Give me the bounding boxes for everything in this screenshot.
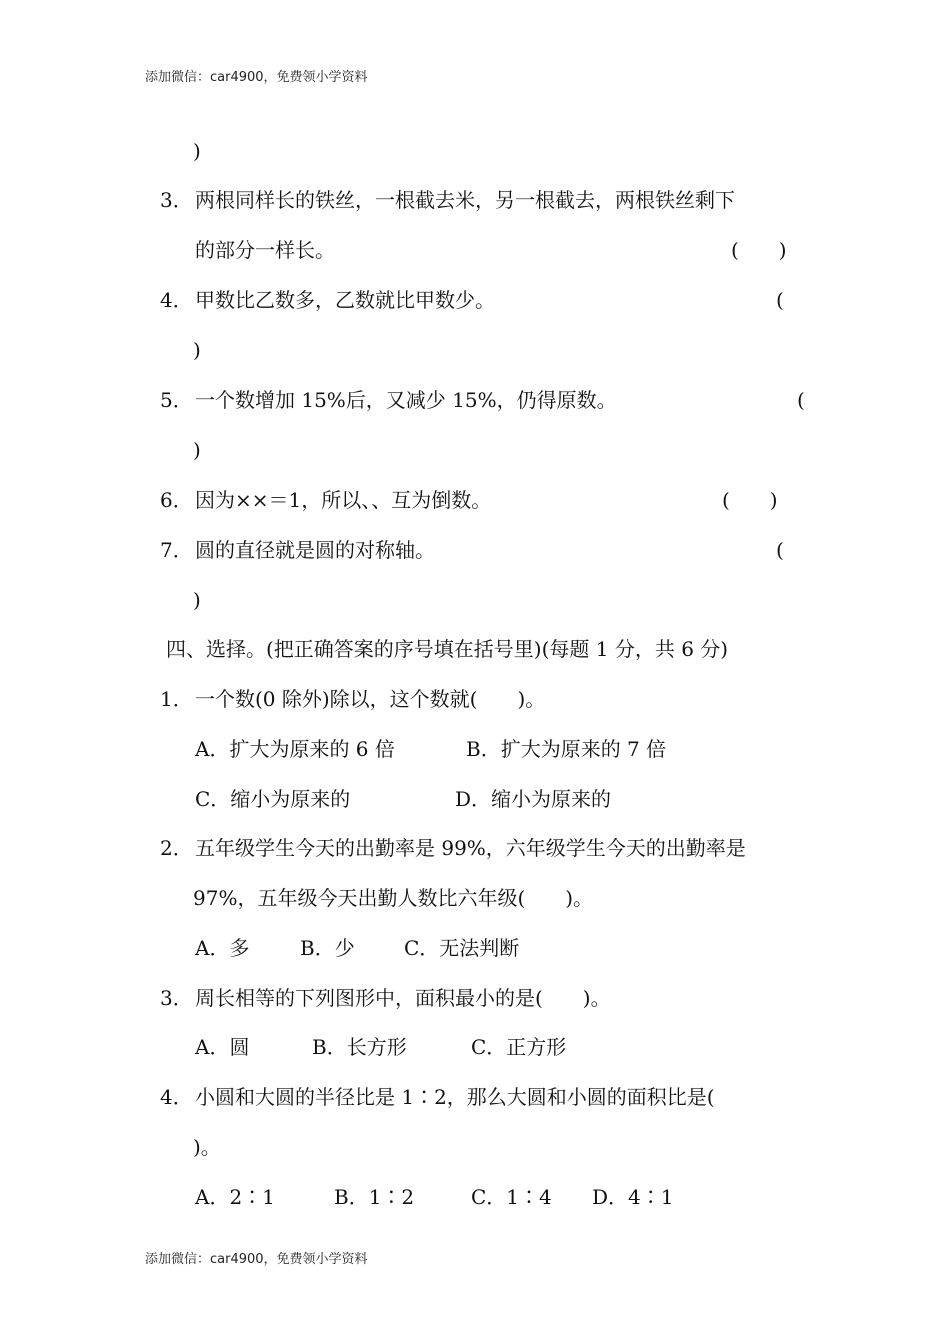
option-a: A．2∶1: [195, 1185, 275, 1209]
question-number: 1．: [160, 687, 193, 711]
item-number: 5．: [160, 388, 193, 412]
item-number: 4．: [160, 288, 193, 312]
answer-close-paren: ): [193, 588, 201, 612]
option-d: D．4∶1: [592, 1185, 674, 1209]
question-text: 周长相等的下列图形中，面积最小的是( )。: [195, 986, 611, 1010]
item-text-line1: 两根同样长的铁丝，一根截去米，另一根截去，两根铁丝剩下: [195, 188, 735, 212]
option-b: B．1∶2: [334, 1185, 415, 1209]
question-text-line1: 小圆和大圆的半径比是 1∶2，那么大圆和小圆的面积比是(: [195, 1085, 715, 1109]
option-c: C．无法判断: [404, 936, 520, 960]
item-number: 6．: [160, 488, 193, 512]
option-b: B．扩大为原来的 7 倍: [466, 737, 667, 761]
option-a: A．圆: [195, 1035, 250, 1059]
answer-open-paren: (: [776, 288, 784, 312]
option-a: A．多: [195, 936, 250, 960]
prev-item-close-paren: ): [193, 139, 201, 163]
option-c: C．缩小为原来的: [195, 787, 351, 811]
answer-close-paren: ): [193, 338, 201, 362]
header-watermark: 添加微信：car4900，免费领小学资料: [145, 70, 368, 85]
item-text: 甲数比乙数多，乙数就比甲数少。: [195, 288, 495, 312]
option-a: A．扩大为原来的 6 倍: [195, 737, 395, 761]
item-text: 一个数增加 15%后，又减少 15%，仍得原数。: [195, 388, 617, 412]
item-number: 3．: [160, 188, 193, 212]
answer-open-paren: (: [797, 388, 805, 412]
answer-bracket: ( ): [722, 488, 778, 512]
question-text-line1: 五年级学生今天的出勤率是 99%，六年级学生今天的出勤率是: [195, 836, 746, 860]
section-title: 四、选择。(把正确答案的序号填在括号里)(每题 1 分，共 6 分): [166, 637, 729, 661]
question-number: 2．: [160, 836, 193, 860]
item-text-line2: 的部分一样长。: [195, 238, 335, 262]
item-text: 因为××＝1，所以、、互为倒数。: [195, 488, 492, 512]
option-d: D．缩小为原来的: [455, 787, 612, 811]
item-text: 圆的直径就是圆的对称轴。: [195, 538, 435, 562]
item-number: 7．: [160, 538, 193, 562]
answer-close-paren: ): [193, 438, 201, 462]
option-b: B．长方形: [312, 1035, 407, 1059]
question-text-line2: 97%，五年级今天出勤人数比六年级( )。: [193, 886, 594, 910]
question-text: 一个数(0 除外)除以，这个数就( )。: [195, 687, 546, 711]
answer-open-paren: (: [776, 538, 784, 562]
question-number: 3．: [160, 986, 193, 1010]
answer-bracket: ( ): [731, 238, 787, 262]
question-text-line2: )。: [193, 1135, 221, 1159]
footer-watermark: 添加微信：car4900，免费领小学资料: [145, 1252, 368, 1267]
option-c: C．正方形: [471, 1035, 567, 1059]
question-number: 4．: [160, 1085, 193, 1109]
option-c: C．1∶4: [471, 1185, 552, 1209]
option-b: B．少: [300, 936, 355, 960]
